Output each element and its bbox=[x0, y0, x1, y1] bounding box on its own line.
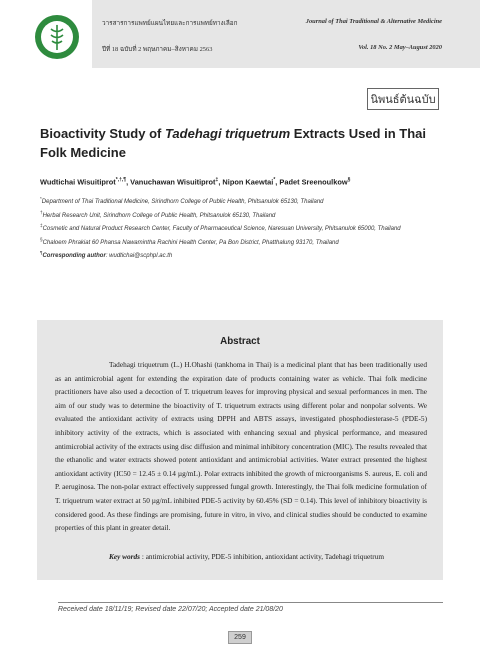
journal-name-english: Journal of Thai Traditional & Alternative Medicine bbox=[305, 18, 442, 25]
abstract-body bbox=[55, 358, 427, 535]
author-separator: , bbox=[126, 177, 131, 187]
affiliation-text: Herbal Research Unit, Sirindhorn College of Public Health, Phitsanulok 65130, Thailand bbox=[42, 212, 276, 219]
keywords-label: Key words bbox=[109, 552, 141, 561]
abstract-heading: Abstract bbox=[220, 336, 260, 347]
keywords-text: : antimicrobial activity, PDE-5 inhibition, antioxidant activity, Tadehagi triquetrum bbox=[141, 552, 385, 561]
page-number: 259 bbox=[228, 631, 252, 644]
article-type-label: นิพนธ์ต้นฉบับ bbox=[367, 88, 439, 110]
journal-issue-row bbox=[102, 44, 442, 54]
affiliation-4 bbox=[40, 235, 460, 249]
author-separator: , bbox=[218, 177, 223, 187]
ministry-seal-logo bbox=[34, 14, 80, 60]
keywords bbox=[109, 552, 429, 561]
issue-thai: ปีที่ 18 ฉบับที่ 2 พฤษภาคม–สิงหาคม 2563 bbox=[102, 46, 213, 53]
author-1-name: Wudtichai Wisuitiprot bbox=[40, 177, 116, 187]
author-list bbox=[40, 177, 460, 186]
journal-name-thai: วารสารการแพทย์แผนไทยและการแพทย์ทางเลือก bbox=[102, 20, 238, 27]
corresponding-author bbox=[40, 248, 460, 262]
affiliation-mark: § bbox=[40, 236, 43, 242]
abstract-text: Tadehagi triquetrum (L.) H.Ohashi (tankhoma in Thai) is a medicinal plant that has been traditionally used as an antimicrobial agent for extending the expiration date of products containing water as vehicle. Thai folk medicine practitioners have also used a decoction of T. triquetrum leaves for improving physical and sexual performances in men. The aim of our study was to determine the bioactivity of T. triquetrum extracts using different polar and nonpolar solvents. We evaluated the antioxidant activity of extracts using DPPH and ABTS assays, investigated phosphodiesterase-5 (PDE-5) inhibitory activity of the extracts, which is associated with enhancing sexual and physical performance, and measured antimicrobial activity of the extracts using disc diffusion and minimal inhibitory concentration (MIC). The results revealed that the ethanolic and water extracts showed potent antioxidant and antimicrobial activities. Water extract presented the highest antioxidant activity (IC50 = 12.45 ± 0.14 µg/mL). Polar extracts inhibited the growth of microorganisms S. aureus, E. coli and P. aeruginosa. The non-polar extract effectively suppressed fungal growth. Interestingly, the Thai folk medicine formulation of T. triquetrum water extract at 50 µg/mL inhibited PDE-5 activity by 60.45% (SD = 0.14). This level of inhibitory bioactivity is considered good. As these findings are promising, future in vitro, in vivo, and clinical studies should be conducted to examine properties of this plant in greater detail. bbox=[55, 360, 427, 533]
received-dates: Received date 18/11/19; Revised date 22/07/20; Accepted date 21/08/20 bbox=[58, 606, 283, 613]
author-4-name: Padet Sreenoulkow bbox=[279, 177, 348, 187]
author-3-name: Nipon Kaewtai bbox=[222, 177, 274, 187]
affiliation-text: Cosmetic and Natural Product Research Center, Faculty of Pharmaceutical Science, Naresuan University, Phitsanulok 65000, Thailand bbox=[42, 226, 401, 233]
affiliation-text: Department of Thai Traditional Medicine, Sirindhorn College of Public Health, Phitsanulok 65130, Thailand bbox=[41, 199, 324, 205]
affiliation-3 bbox=[40, 221, 460, 235]
article-title bbox=[40, 124, 450, 162]
affiliation-1 bbox=[40, 194, 460, 208]
footer-divider bbox=[58, 602, 443, 603]
title-part-1: Bioactivity Study of bbox=[40, 126, 165, 141]
affiliation-mark: † bbox=[40, 209, 43, 215]
author-1-mark: *,†,¶ bbox=[115, 177, 127, 183]
title-species: Tadehagi triquetrum bbox=[164, 126, 291, 141]
author-2-mark: ‡ bbox=[215, 177, 219, 183]
affiliation-list bbox=[40, 194, 460, 262]
author-separator: , bbox=[275, 177, 280, 187]
corresponding-email[interactable]: : wudtichai@scphpl.ac.th bbox=[105, 253, 173, 260]
affiliation-mark: ‡ bbox=[40, 223, 43, 229]
journal-header bbox=[0, 0, 480, 68]
journal-header-band bbox=[92, 0, 480, 68]
title-part-2: Extracts Used in Thai Folk Medicine bbox=[40, 126, 426, 160]
journal-name-row bbox=[102, 18, 442, 28]
abstract-box bbox=[37, 320, 443, 580]
author-2-name: Vanuchawan Wisuitiprot bbox=[130, 177, 216, 187]
corresponding-label: Corresponding author bbox=[42, 253, 106, 260]
corresponding-mark: ¶ bbox=[40, 250, 43, 256]
author-4-mark: § bbox=[347, 177, 351, 183]
issue-english: Vol. 18 No. 2 May–August 2020 bbox=[358, 44, 442, 51]
affiliation-text: Chaloem Phrakiat 60 Phansa Nawamintha Rachini Health Center, Pa Bon District, Phatthalung 93170, Thailand bbox=[42, 239, 339, 246]
affiliation-2 bbox=[40, 208, 460, 222]
affiliation-mark: * bbox=[40, 196, 42, 201]
author-3-mark: * bbox=[273, 177, 276, 183]
